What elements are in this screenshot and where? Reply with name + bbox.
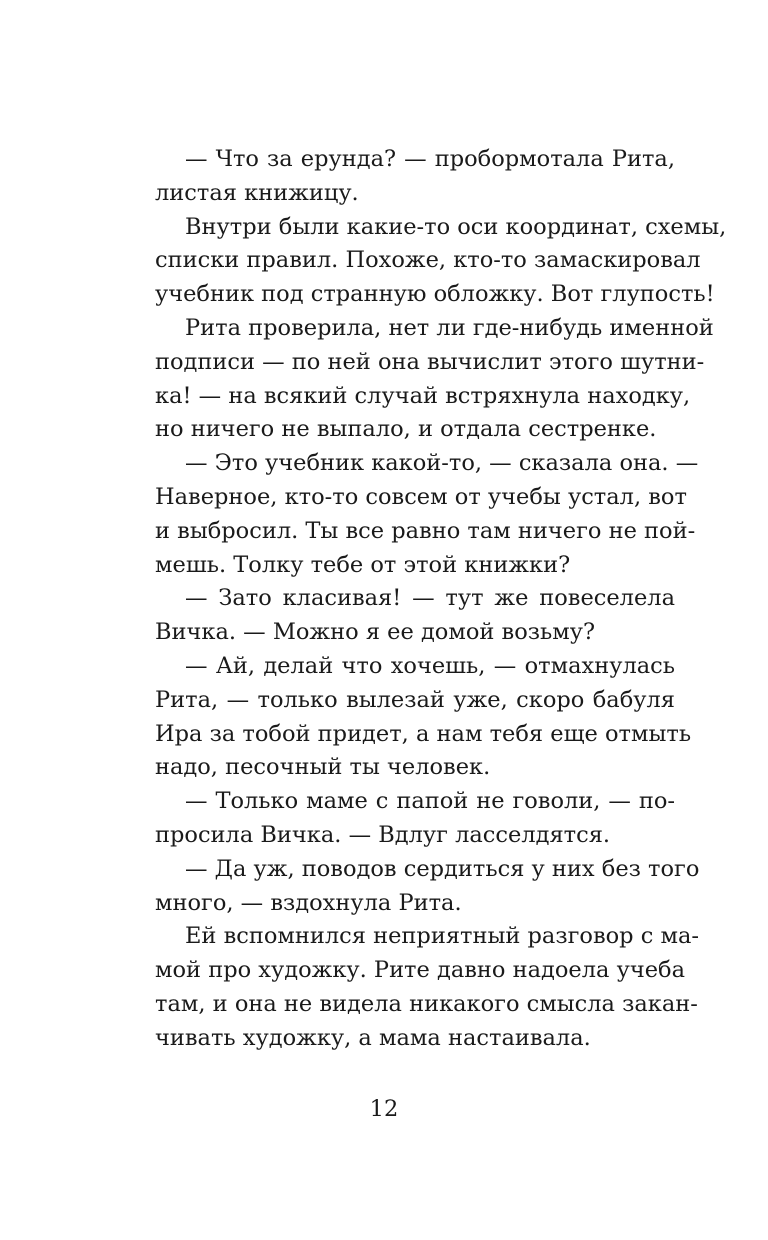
text-line: там, и она не видела никакого смысла закан- [155, 990, 698, 1017]
text-line: но ничего не выпало, и отдала сестренке. [155, 416, 657, 443]
text-line: — Ай, делай что хочешь, — отмахнулась [185, 652, 675, 679]
text-line: списки правил. Похоже, кто-то замаскировал [155, 247, 701, 274]
text-line: надо, песочный ты человек. [155, 754, 491, 781]
text-line: Внутри были какие-то оси координат, схемы, [185, 213, 727, 240]
text-line: — Это учебник какой-то, — сказала она. — [185, 450, 699, 477]
body-text [155, 143, 727, 1056]
text-line: Рита проверила, нет ли где-нибудь именной [185, 314, 714, 341]
text-line: — Только маме с папой не говоли, — по- [185, 788, 675, 815]
text-line: — Да уж, поводов сердиться у них без того [185, 855, 700, 882]
text-line: ка! — на всякий случай встряхнула находку, [155, 382, 691, 409]
text-line: Ей вспомнился неприятный разговор с ма- [185, 923, 699, 950]
text-line: учебник под странную обложку. Вот глупость! [155, 281, 715, 308]
text-line: много, — вздохнула Рита. [155, 889, 462, 916]
text-line: Ира за тобой придет, а нам тебя еще отмыть [155, 720, 692, 747]
text-line: мешь. Толку тебе от этой книжки? [155, 551, 571, 578]
text-line: Рита, — только вылезай уже, скоро бабуля [155, 686, 675, 713]
text-line: листая книжицу. [155, 179, 359, 206]
text-line: чивать художку, а мама настаивала. [155, 1024, 591, 1051]
page-number: 12 [369, 1096, 399, 1122]
text-line: Наверное, кто-то совсем от учебы устал, вот [155, 483, 687, 510]
text-line: просила Вичка. — Вдлуг ласселдятся. [155, 821, 611, 848]
text-line: мой про художку. Рите давно надоела учеба [155, 957, 685, 984]
text-line: и выбросил. Ты все равно там ничего не пой- [155, 517, 696, 544]
text-line: Вичка. — Можно я ее домой возьму? [155, 619, 596, 646]
text-line: — Что за ерунда? — пробормотала Рита, [185, 146, 675, 172]
text-line: подписи — по ней она вычислит этого шутни- [155, 348, 705, 375]
text-line: — Зато класивая! — тут же повеселела [185, 585, 675, 612]
